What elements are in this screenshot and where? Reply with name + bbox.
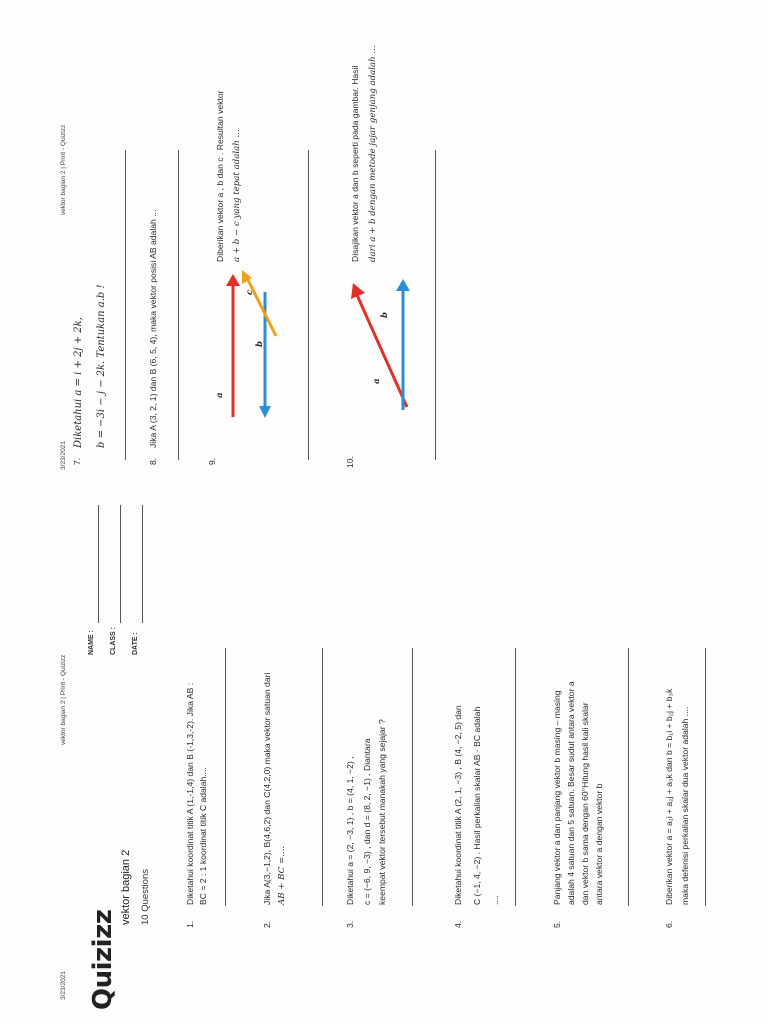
q2-text-2: AB + BC =....	[277, 845, 287, 905]
q3-text-1: Diketahui a = (2, −3, 1) , b = (4, 1, −2) ,	[345, 756, 355, 905]
q9-label-b: b	[255, 340, 265, 347]
q6-number: 6.	[664, 920, 674, 928]
q7-answer-line[interactable]	[125, 150, 126, 460]
q7-text-1: Diketahui a = i + 2j + 2k,	[73, 317, 84, 448]
q9-vector-b-head	[259, 406, 271, 418]
q5-text-3: dan vektor b sama dengan 60°Hitung hasil kali skalar	[580, 702, 590, 905]
q2-number: 2.	[262, 920, 272, 928]
q5-text-1: Panjang vektor a dan panjang vektor b masing – masing	[552, 690, 562, 905]
q10-text-2: dari a + b dengan metode jajar genjang adalah ...	[368, 45, 378, 262]
name-label: NAME :	[88, 630, 95, 655]
q4-answer-line[interactable]	[515, 648, 516, 906]
q4-text-1: Diketahui koordinat titik A (2, 1, −3) , B (4, −2, 5) dan	[453, 705, 463, 905]
left-header: vektor bagian 2 | Print - Quizizz	[60, 654, 67, 745]
q9-vector-c-figure	[238, 270, 288, 340]
q3-text-2: c = (−6, 9, −3) , dan d = (8, 2, −1) . Diantara	[362, 738, 372, 905]
class-label: CLASS :	[110, 627, 117, 655]
q10-label-b: b	[380, 311, 390, 318]
q2-text-1: Jika A(3,−1,2), B(4,6,2) dan C(4,2,0) maka vektor satuan dari	[262, 672, 272, 905]
q7-text-2: b = −3i − j − 2k. Tentukan a.b !	[96, 284, 107, 448]
q8-text-1: Jika A (3, 2, 1) dan B (6, 5, 4), maka vektor posisi AB adalah ...	[148, 209, 158, 448]
q10-number: 10.	[345, 456, 355, 468]
q6-text-1: Diberikan vektor a = a₁i + a₂j + a₃k dan b = b₁i + b₂j + b₃k	[664, 688, 674, 905]
q10-vector-b-head	[396, 279, 410, 291]
q5-text-4: antara vektor a dengan vektor b	[594, 783, 604, 905]
q10-text-1: Disajikan vektor a dan b seperti pada gambar. Hasil	[350, 65, 360, 262]
q4-number: 4.	[453, 920, 463, 928]
q8-number: 8.	[148, 457, 158, 465]
q10-label-a: a	[372, 378, 382, 384]
left-date: 3/23/2021	[60, 971, 67, 1000]
q3-text-3: keempat vektor tersebut manakah yang sejajar ?	[377, 719, 387, 905]
class-field[interactable]	[120, 505, 121, 623]
q1-number: 1.	[185, 920, 195, 928]
q1-text-1: Diketahui koordinat titik A (1,-1,4) dan B (-1,3,-2). Jika AB :	[185, 682, 195, 905]
q5-text-2: adalah 4 satuan dan 5 satuan. Besar sudut antara vektor a	[566, 681, 576, 905]
q3-answer-line[interactable]	[412, 648, 413, 906]
q2-answer-line[interactable]	[322, 648, 323, 906]
quizizz-logo: Quizizz	[88, 909, 118, 1010]
q9-label-a: a	[215, 392, 225, 398]
q10-answer-line[interactable]	[435, 150, 436, 460]
q1-text-2: BC = 2 : 1 koordinat titik C adalah....	[198, 767, 208, 905]
q6-answer-line[interactable]	[705, 648, 706, 906]
q6-text-2: maka defenisi perkalian skalar dua vektor adalah ....	[680, 706, 690, 905]
right-header: vektor bagian 2 | Print - Quizizz	[60, 124, 67, 215]
q9-label-c: c	[245, 289, 255, 295]
q9-text-1: Diberikan vektor a , b dan c . Resultan vektor	[215, 90, 225, 262]
q1-answer-line[interactable]	[225, 648, 226, 906]
question-count: 10 Questions	[140, 869, 151, 925]
right-date: 3/23/2021	[60, 441, 67, 470]
q9-vector-c-arrow	[246, 276, 276, 336]
q7-number: 7.	[72, 457, 82, 465]
q3-number: 3.	[345, 920, 355, 928]
q5-number: 5.	[552, 920, 562, 928]
q9-number: 9.	[207, 457, 217, 465]
q9-text-2: a + b − c yang tepat adalah ...	[232, 129, 242, 262]
q9-answer-line[interactable]	[308, 150, 309, 460]
quiz-title: vektor bagian 2	[120, 849, 132, 925]
name-field[interactable]	[98, 505, 99, 623]
q4-text-3: ....	[490, 895, 500, 905]
q8-answer-line[interactable]	[178, 150, 179, 460]
q5-answer-line[interactable]	[628, 648, 629, 906]
q4-text-2: C (−1, 4, −2) . Hasil perkalian skalar AB · BC adalah	[472, 706, 482, 905]
date-label: DATE :	[132, 632, 139, 655]
q10-vector-figure	[345, 275, 415, 415]
date-field[interactable]	[142, 505, 143, 623]
